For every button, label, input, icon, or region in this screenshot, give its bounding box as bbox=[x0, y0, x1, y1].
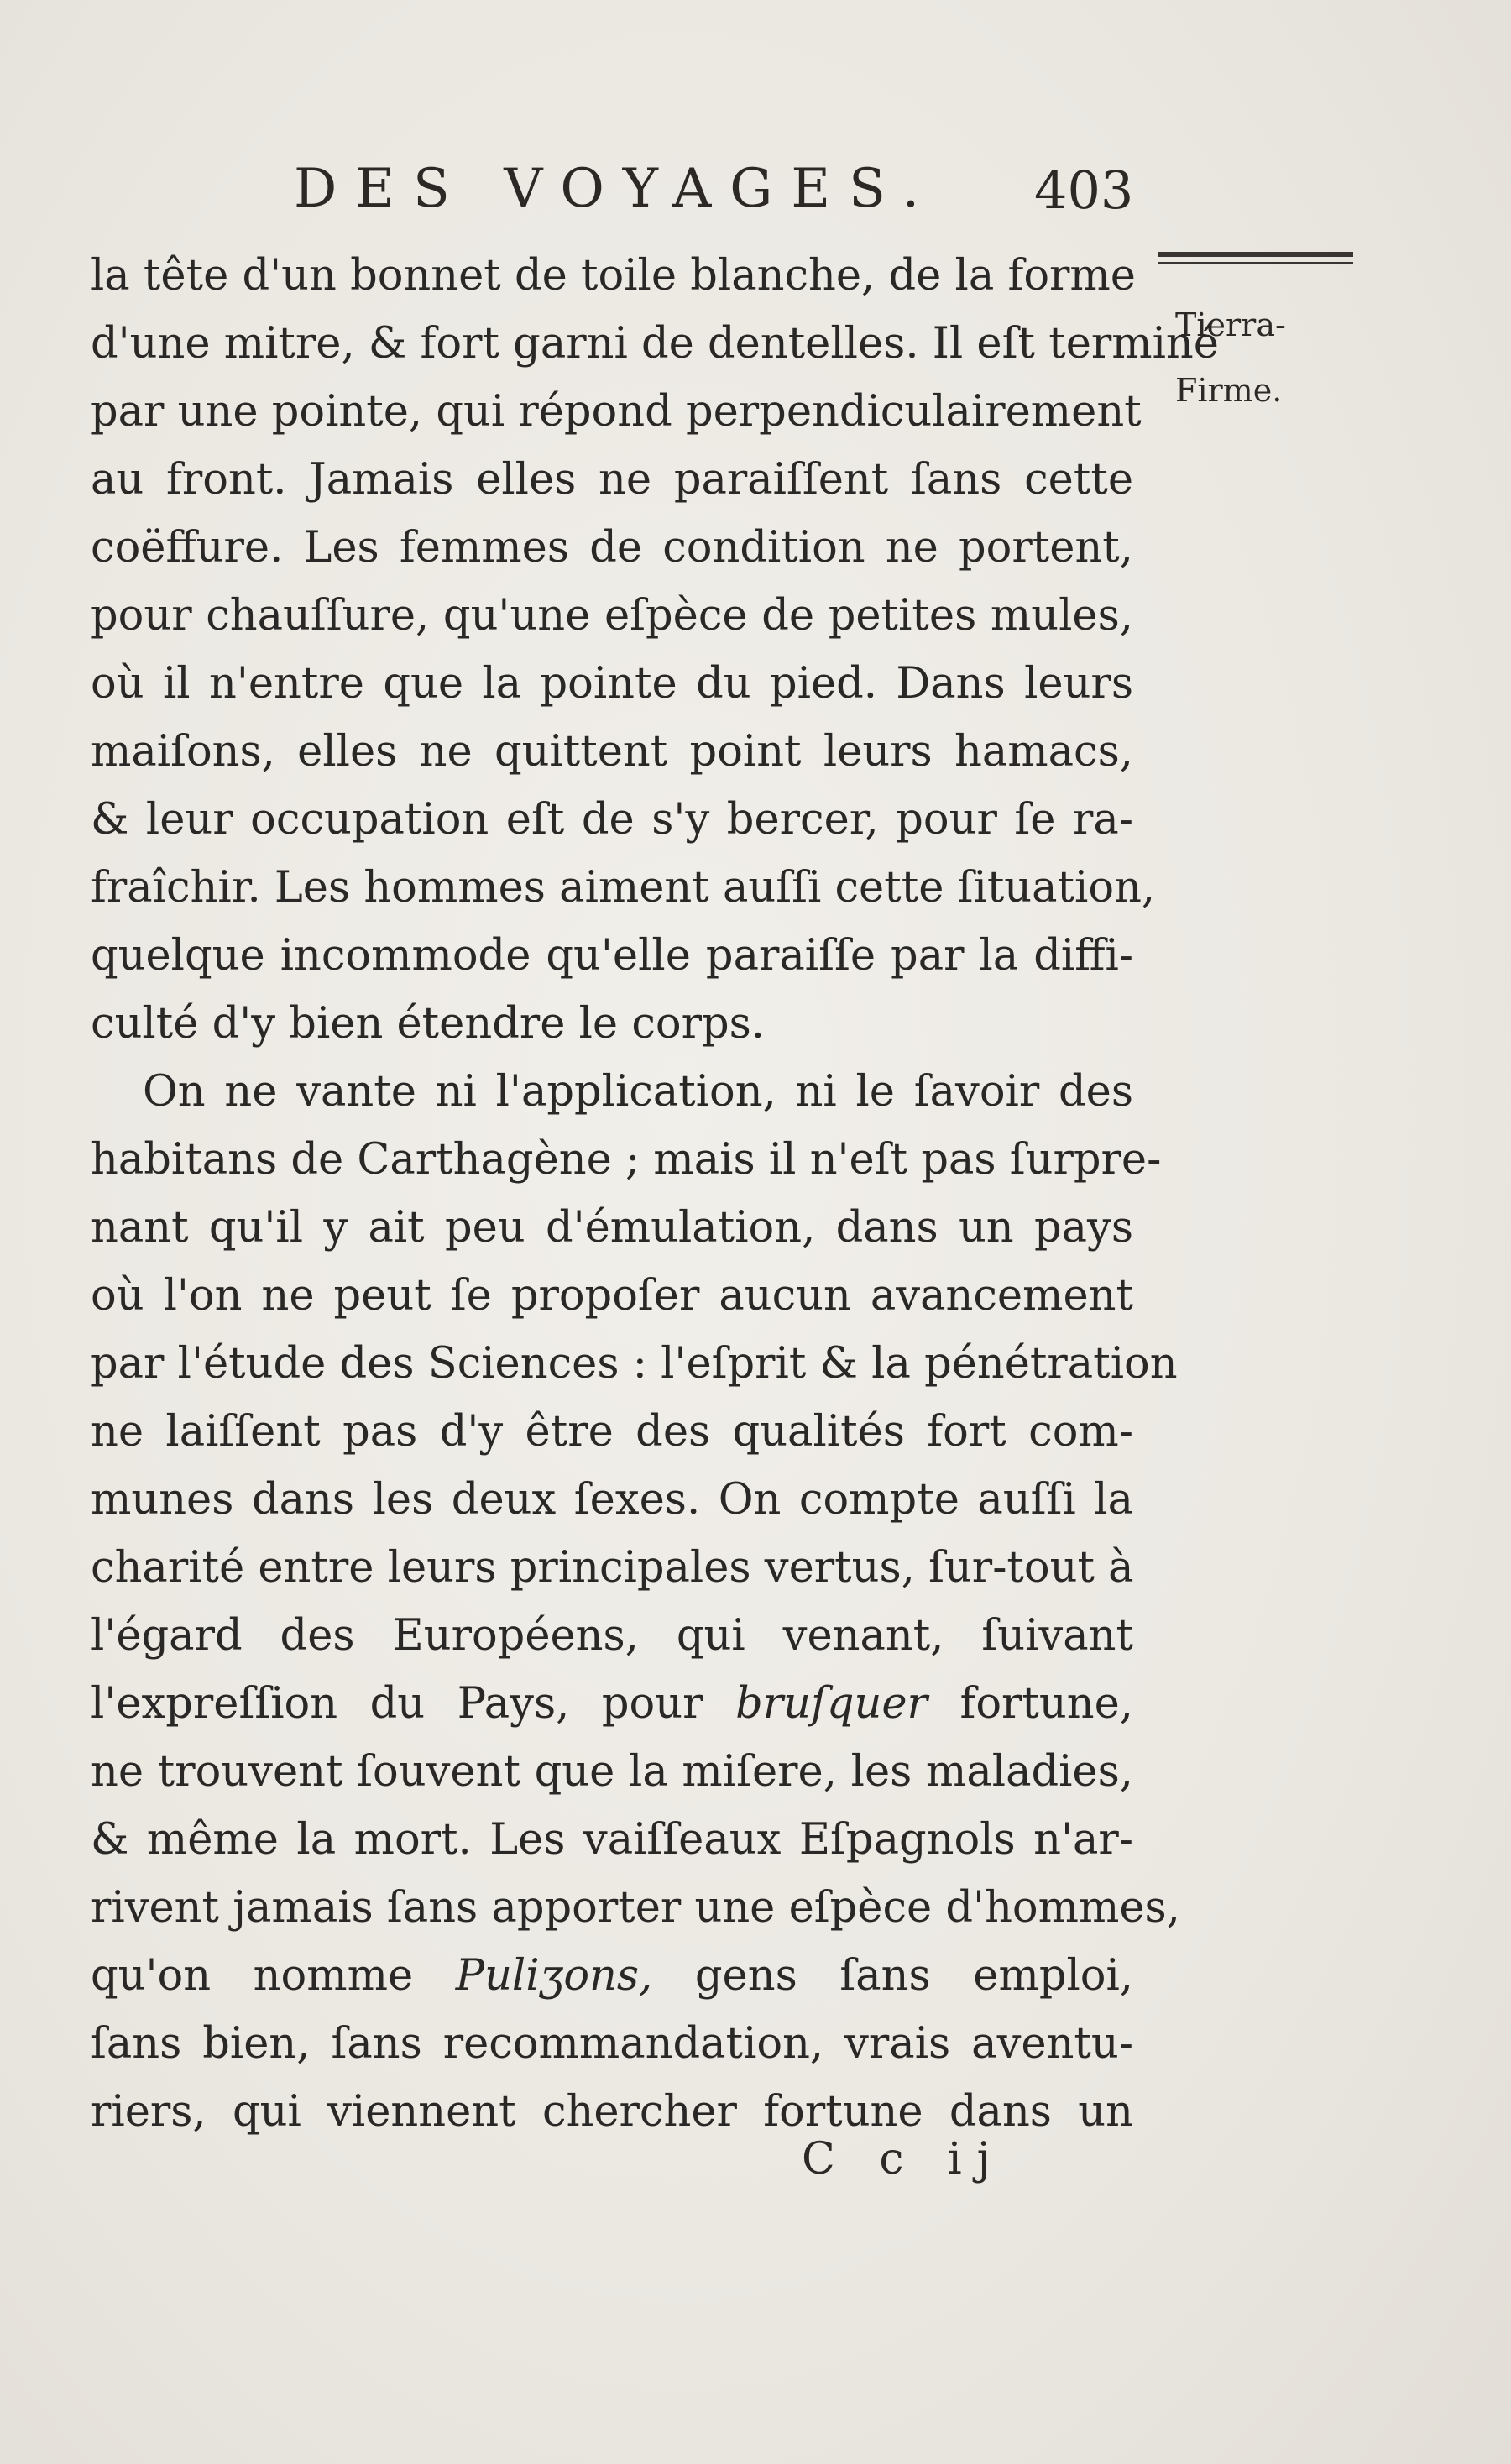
text-line-with-italic bbox=[91, 1670, 1133, 1738]
text-line: la tête d'un bonnet de toile blanche, de la forme bbox=[91, 251, 1136, 301]
text-line: où l'on ne peut ſe propoſer aucun avancement bbox=[91, 1271, 1133, 1321]
margin-rule bbox=[1158, 252, 1353, 264]
text-line: où il n'entre que la pointe du pied. Dans leurs bbox=[91, 659, 1133, 709]
text-line: d'une mitre, & fort garni de dentelles. Il eſt terminé bbox=[91, 319, 1219, 369]
text-line-with-italic bbox=[91, 1942, 1133, 2010]
text-line: coëffure. Les femmes de condition ne portent, bbox=[91, 523, 1133, 573]
text-line: ne laiſſent pas d'y être des qualités fort com- bbox=[91, 1407, 1133, 1457]
signature-mark: C c ij bbox=[802, 2134, 1006, 2184]
italic-word-pulizons: Puliʒons, bbox=[455, 1951, 653, 2001]
italic-word-brusquer: bruſquer bbox=[735, 1679, 928, 1729]
text-line: quelque incommode qu'elle paraiſſe par la diffi- bbox=[91, 931, 1133, 981]
text-line-paragraph-end: culté d'y bien étendre le corps. bbox=[91, 999, 766, 1049]
text-line: charité entre leurs principales vertus, ſur-tout à bbox=[91, 1543, 1134, 1593]
body-text bbox=[91, 242, 1219, 2146]
text-line: nant qu'il y ait peu d'émulation, dans un pays bbox=[91, 1203, 1133, 1253]
text-line: ne trouvent ſouvent que la miſere, les maladies, bbox=[91, 1747, 1133, 1797]
text-line: & même la mort. Les vaiſſeaux Eſpagnols n'ar- bbox=[91, 1815, 1133, 1865]
text-line: l'égard des Européens, qui venant, ſuivant bbox=[91, 1611, 1133, 1661]
margin-note-line-1: Tierra- bbox=[1175, 306, 1286, 343]
page-header bbox=[294, 158, 1133, 225]
text-line: par une pointe, qui répond perpendiculairement bbox=[91, 387, 1142, 437]
margin-note-line-2: Firme. bbox=[1175, 372, 1283, 409]
running-title: DES VOYAGES. bbox=[294, 158, 938, 220]
text-line: habitans de Carthagène ; mais il n'eſt pas ſurpre- bbox=[91, 1135, 1162, 1185]
text-line: pour chauſſure, qu'une eſpèce de petites mules, bbox=[91, 591, 1133, 641]
text-line: rivent jamais ſans apporter une eſpèce d'hommes, bbox=[91, 1883, 1180, 1933]
text-line-paragraph-start: On ne vante ni l'application, ni le ſavoir des bbox=[143, 1067, 1133, 1117]
line-prefix: l'expreſſion du Pays, pour bbox=[91, 1679, 703, 1729]
text-line: fraîchir. Les hommes aiment auſſi cette ſituation, bbox=[91, 863, 1156, 913]
text-line: maiſons, elles ne quittent point leurs hamacs, bbox=[91, 727, 1133, 777]
text-line: & leur occupation eſt de s'y bercer, pour ſe ra- bbox=[91, 795, 1133, 845]
text-line: munes dans les deux ſexes. On compte auſſi la bbox=[91, 1475, 1133, 1525]
page-number: 403 bbox=[1034, 160, 1134, 221]
line-suffix: fortune, bbox=[959, 1679, 1134, 1729]
text-line: riers, qui viennent chercher fortune dans un bbox=[91, 2087, 1133, 2137]
text-line: ſans bien, ſans recommandation, vrais aventu- bbox=[91, 2019, 1133, 2069]
text-line: par l'étude des Sciences : l'eſprit & la pénétration bbox=[91, 1339, 1178, 1389]
line-prefix: qu'on nomme bbox=[91, 1951, 414, 2001]
line-suffix: gens ſans emploi, bbox=[694, 1951, 1134, 2001]
text-line: au front. Jamais elles ne paraiſſent ſans cette bbox=[91, 455, 1133, 505]
